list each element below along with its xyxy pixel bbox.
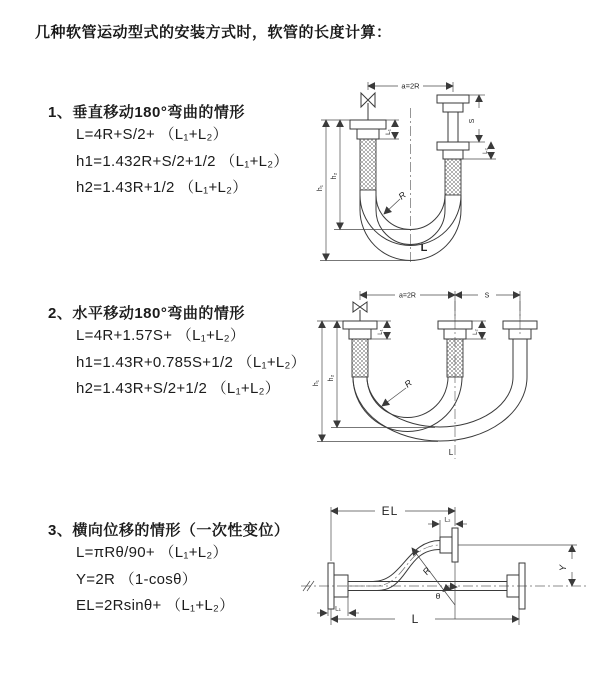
left-fitting [343, 321, 377, 377]
dimension-stroke [469, 95, 485, 142]
dimension-fit-mid [466, 321, 486, 339]
section-1-heading: 1、垂直移动180°弯曲的情形 [48, 104, 245, 121]
section-1-formula-h1: h1=1.432R+S/2+1/2 （L₁+L₂） [76, 152, 289, 170]
page-title: 几种软管运动型式的安装方式时，软管的长度计算： [35, 24, 392, 41]
dimension-fit-left [371, 321, 391, 339]
radius-leader [382, 377, 414, 406]
valve-icon [361, 93, 375, 120]
dim-label-length: L [448, 448, 454, 457]
valve-icon [353, 302, 367, 321]
dimension-el [331, 504, 455, 561]
braided-hose-section [360, 139, 376, 190]
braided-hose-section [447, 339, 463, 377]
middle-fitting [438, 321, 472, 377]
dim-label-fit-right: L₂ [483, 148, 489, 154]
right-fitting [503, 321, 537, 377]
diagram-vertical-180-bend [310, 70, 600, 265]
section-lateral-displacement [48, 519, 289, 620]
dim-label-radius: R [396, 189, 408, 202]
section-horizontal-movement [48, 302, 306, 403]
dimension-offset [458, 545, 577, 586]
section-1-formula-h2: h2=1.43R+1/2 （L₁+L₂） [76, 179, 248, 196]
dim-label-fit-left: L₁ [335, 605, 341, 613]
section-1-formula-L: L=4R+S/2+ （L₁+L₂） [76, 126, 228, 143]
braided-hose-section [352, 339, 368, 377]
dimension-length [331, 609, 519, 626]
dimension-fit-right [428, 517, 467, 538]
dim-label-length: L [420, 242, 428, 254]
braided-hose-section [445, 159, 461, 195]
dim-label-angle: θ [435, 591, 441, 601]
section-2-formula-h1: h1=1.43R+0.785S+1/2 （L₁+L₂） [76, 353, 306, 371]
section-3-formula-L: L=πRθ/90+ （L₁+L₂） [76, 544, 228, 561]
diagram-lateral-displacement [295, 495, 600, 675]
dim-label-height2: h₂ [328, 374, 335, 382]
dimension-span [368, 82, 453, 93]
dim-label-radius: R [420, 565, 433, 577]
dim-label-fit-left: L₁ [385, 129, 392, 135]
dim-label-el: EL [381, 504, 399, 518]
dim-label-span: a=2R [401, 81, 420, 91]
dimension-height2 [328, 321, 435, 428]
dim-label-stroke: S [484, 292, 490, 300]
section-2-formula-h2: h2=1.43R+S/2+1/2 （L₁+L₂） [76, 380, 281, 397]
radius-leader [384, 189, 408, 214]
section-2-formula-L: L=4R+1.57S+ （L₁+L₂） [76, 327, 246, 344]
section-3-formula-EL: EL=2Rsinθ+ （L₁+L₂） [76, 597, 235, 614]
hose-u-curves [353, 377, 527, 441]
right-fitting [437, 95, 469, 195]
section-3-heading: 3、横向位移的情形（一次性变位） [48, 522, 290, 539]
radius-leader [412, 548, 455, 619]
dimension-span [360, 291, 520, 319]
dim-label-fit-left: L₁ [378, 329, 384, 335]
dim-label-offset: Y [558, 564, 569, 572]
dim-label-fit-right: L₂ [444, 516, 451, 524]
section-vertical-movement [48, 101, 289, 202]
dim-label-length: L [411, 612, 419, 626]
dim-label-height1: h₁ [317, 184, 324, 192]
diagram-horizontal-180-bend [310, 281, 600, 471]
dimension-fit-left [317, 597, 359, 616]
dim-label-span: a=2R [399, 292, 416, 300]
section-3-formula-Y: Y=2R （1-cosθ） [76, 570, 198, 588]
dim-label-stroke: S [469, 118, 476, 124]
left-fitting [350, 120, 386, 190]
section-2-heading: 2、水平移动180°弯曲的情形 [48, 305, 245, 322]
dim-label-fit-mid: L₂ [473, 329, 479, 335]
dim-label-radius: R [402, 377, 414, 390]
dim-label-height2: h₂ [331, 172, 338, 180]
dim-label-height1: h₁ [313, 379, 320, 387]
